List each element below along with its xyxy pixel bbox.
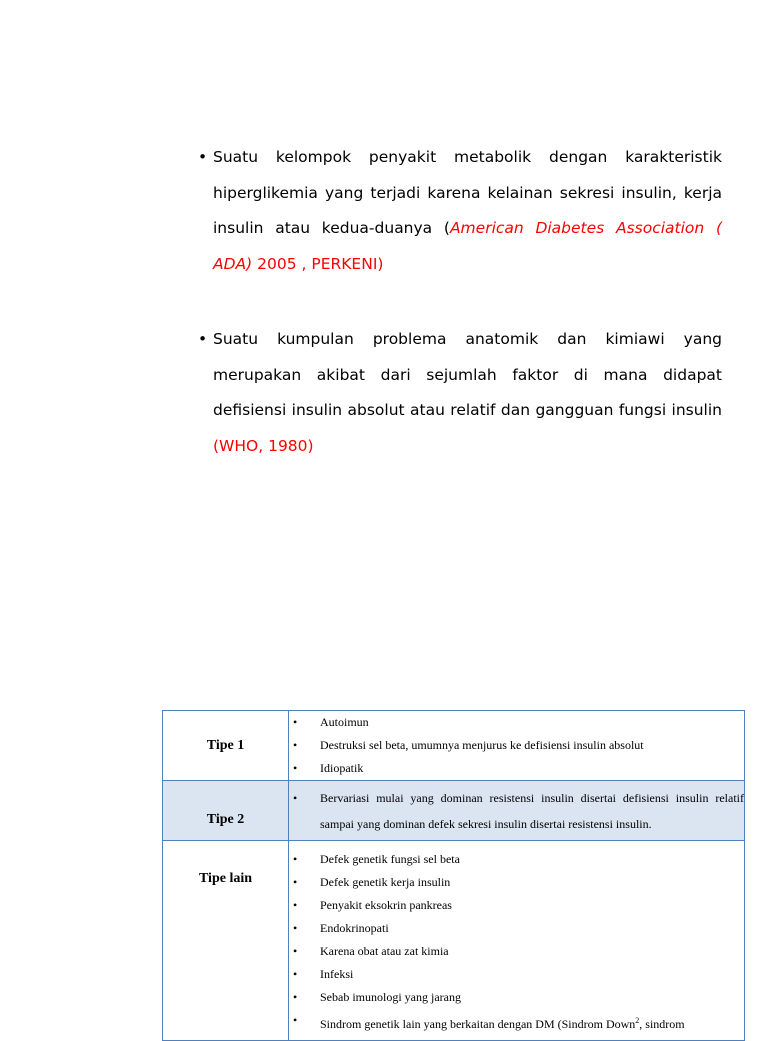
definition-text [213, 140, 722, 282]
list-item: • Defek genetik kerja insulin [289, 871, 744, 894]
list-item: • Bervariasi mulai yang dominan resistensi insulin disertai defisiensi insulin relatif sampai yang dominan defek sekresi insulin disertai resistensi insulin. [289, 785, 744, 837]
list-item: • Endokrinopati [289, 917, 744, 940]
type-items-cell [289, 711, 745, 781]
type-items-list [289, 711, 744, 780]
definition-body: Suatu kumpulan problema anatomik dan kimiawi yang merupakan akibat dari sejumlah faktor di mana didapat defisiensi insulin absolut atau relatif dan gangguan fungsi insulin [213, 330, 722, 419]
list-item: • Idiopatik [289, 757, 744, 780]
list-item: • Autoimun [289, 711, 744, 734]
bullet-icon: • [293, 738, 298, 752]
superscript: 2 [635, 1016, 640, 1025]
citation-ada-rest: 2005 , PERKENI) [252, 254, 384, 273]
bullet-icon: • [198, 148, 208, 166]
list-item: • Sindrom genetik lain yang berkaitan dengan DM (Sindrom Down$^2$, sindrom [289, 1009, 744, 1036]
type-label: Tipe lain [163, 841, 289, 1041]
bullet-icon: • [293, 990, 298, 1004]
type-items-list [289, 848, 744, 1036]
bullet-icon: • [293, 761, 298, 775]
definition-list [198, 140, 722, 464]
type-items-cell [289, 781, 745, 841]
bullet-icon: • [293, 898, 298, 912]
list-item: • Infeksi [289, 963, 744, 986]
bullet-icon: • [293, 790, 298, 805]
bullet-icon: • [293, 875, 298, 889]
list-item: • Destruksi sel beta, umumnya menjurus ke defisiensi insulin absolut [289, 734, 744, 757]
definition-text [213, 322, 722, 464]
definition-item-who [198, 322, 722, 464]
citation-ada-italic: American Diabetes Association ( ADA) [213, 219, 722, 273]
bullet-icon: • [293, 921, 298, 935]
bullet-icon: • [293, 715, 298, 729]
bullet-icon: • [293, 967, 298, 981]
list-item: • Karena obat atau zat kimia [289, 940, 744, 963]
list-item: • Sebab imunologi yang jarang [289, 986, 744, 1009]
type-label: Tipe 1 [163, 711, 289, 781]
type-items-cell [289, 841, 745, 1041]
definition-body: Suatu kelompok penyakit metabolik dengan karakteristik hiperglikemia yang terjadi karena kelainan sekresi insulin, kerja insulin atau kedua-duanya ( [213, 148, 722, 237]
type-items-list [289, 785, 744, 837]
table-row [163, 711, 745, 781]
bullet-icon: • [198, 330, 208, 348]
list-item: • Penyakit eksokrin pankreas [289, 894, 744, 917]
table-row [163, 841, 745, 1041]
table-row [163, 781, 745, 841]
bullet-icon: • [293, 1013, 298, 1027]
definition-item-ada [198, 140, 722, 282]
list-item: • Defek genetik fungsi sel beta [289, 848, 744, 871]
type-label: Tipe 2 [163, 781, 289, 841]
bullet-icon: • [293, 852, 298, 866]
citation-who: (WHO, 1980) [213, 436, 314, 455]
bullet-icon: • [293, 944, 298, 958]
diabetes-types-table [162, 710, 745, 1041]
